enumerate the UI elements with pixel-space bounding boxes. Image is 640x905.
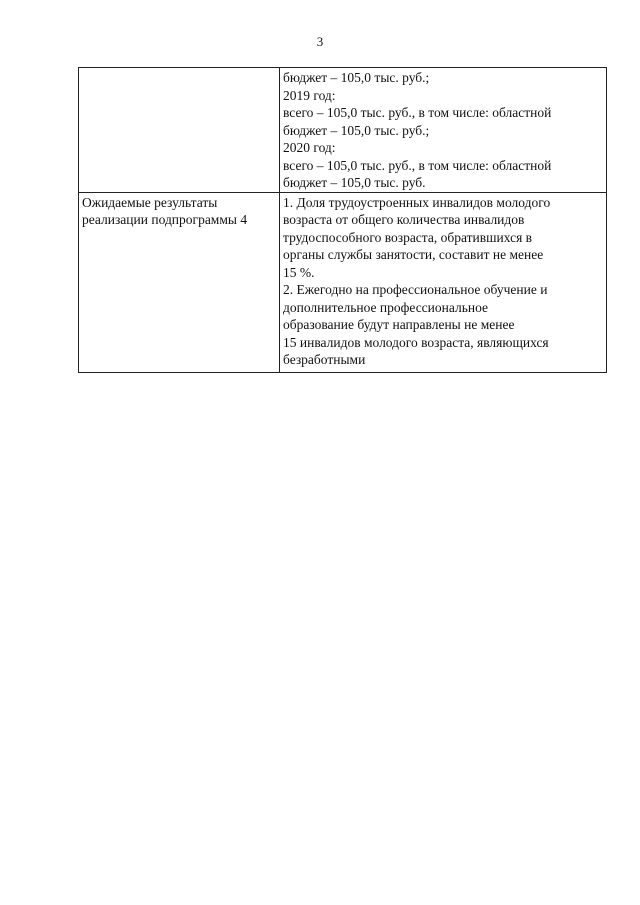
text-line: всего – 105,0 тыс. руб., в том числе: областной: [283, 105, 552, 120]
table-cell-funding-text: [280, 68, 607, 193]
text-line: 15 %.: [283, 264, 315, 280]
text-line: дополнительное профессиональное: [283, 299, 489, 315]
text-line: всего – 105,0 тыс. руб., в том числе: областной: [283, 157, 552, 173]
table-row-expected-results: [79, 192, 607, 372]
text-line: образование будут направлены не менее: [283, 317, 515, 332]
text-line: безработными: [283, 352, 366, 367]
table-cell-label-empty: [79, 68, 280, 193]
table-row-funding: [79, 68, 607, 193]
text-line: бюджет – 105,0 тыс. руб.;: [283, 122, 430, 138]
text-line: бюджет – 105,0 тыс. руб.;: [283, 70, 430, 85]
text-line: 2019 год:: [283, 87, 336, 103]
text-line: трудоспособного возраста, обратившихся в: [283, 229, 533, 245]
table-cell-expected-results-label: [79, 192, 280, 372]
text-line: 1. Доля трудоустроенных инвалидов молодого: [283, 194, 551, 210]
text-line: 2. Ежегодно на профессиональное обучение и: [283, 282, 548, 297]
text-line: бюджет – 105,0 тыс. руб.: [283, 175, 426, 190]
text-line: 15 инвалидов молодого возраста, являющихся: [283, 334, 549, 350]
text-line: органы службы занятости, составит не менее: [283, 247, 544, 262]
subprogram-passport-table: [78, 67, 607, 373]
text-line: Ожидаемые результаты: [82, 194, 218, 210]
text-line: 2020 год:: [283, 140, 336, 155]
text-line: реализации подпрограммы 4: [82, 212, 248, 227]
text-line: возраста от общего количества инвалидов: [283, 212, 525, 227]
table-cell-expected-results-text: [280, 192, 607, 372]
page-number: 3: [316, 34, 324, 49]
